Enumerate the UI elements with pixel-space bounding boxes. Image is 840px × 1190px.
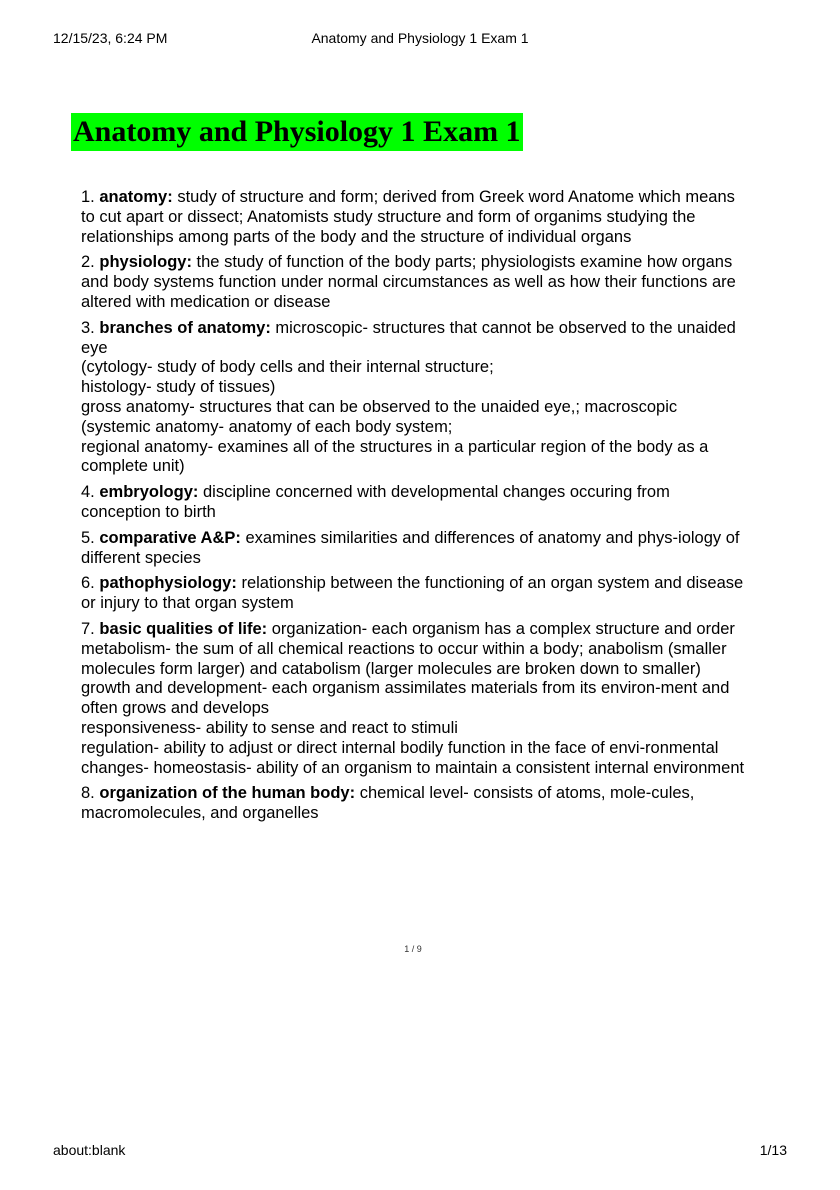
document-title: Anatomy and Physiology 1 Exam 1	[71, 113, 523, 151]
item-definition: microscopic- structures that cannot be observed to the unaided eye	[81, 318, 736, 357]
item-extra-line: metabolism- the sum of all chemical reactions to occur within a body; anabolism (smaller molecules form larger) and catabolism (larger molecules are broken down to smaller)	[81, 639, 727, 678]
print-url: about:blank	[53, 1142, 126, 1158]
list-item	[81, 319, 751, 477]
list-item	[81, 784, 751, 824]
print-header	[0, 30, 840, 50]
list-item	[81, 574, 751, 614]
item-number: 6.	[81, 574, 95, 593]
item-extra-line: gross anatomy- structures that can be observed to the unaided eye,; macroscopic (systemic anatomy- anatomy of each body system;	[81, 397, 678, 436]
item-number: 4.	[81, 483, 95, 502]
item-extra-line: regional anatomy- examines all of the structures in a particular region of the body as a complete unit)	[81, 437, 709, 476]
item-number: 3.	[81, 318, 95, 337]
list-item	[81, 188, 751, 247]
item-number: 8.	[81, 784, 95, 803]
item-extra-line: growth and development- each organism assimilates materials from its environ-ment and often grows and develops	[81, 679, 730, 718]
item-term: physiology:	[99, 253, 192, 272]
item-term: comparative A&P:	[99, 528, 241, 547]
print-footer	[0, 1142, 840, 1162]
item-number: 5.	[81, 528, 95, 547]
item-term: organization of the human body:	[99, 784, 356, 803]
item-term: embryology:	[99, 483, 199, 502]
list-item	[81, 620, 751, 778]
item-number: 2.	[81, 253, 95, 272]
list-item	[81, 483, 751, 523]
item-definition: chemical level- consists of atoms, mole-cules, macromolecules, and organelles	[81, 784, 695, 823]
list-item	[81, 253, 751, 312]
item-definition: study of structure and form; derived from Greek word Anatome which means to cut apart or dissect; Anatomists study structure and form of organims studying the relationships among parts of the body and the structure of individual organs	[81, 188, 735, 246]
item-extra-line: (cytology- study of body cells and their internal structure;	[81, 358, 494, 377]
item-extra-line: responsiveness- ability to sense and react to stimuli	[81, 718, 458, 737]
item-definition: relationship between the functioning of an organ system and disease or injury to that organ system	[81, 574, 744, 613]
page-number: 1 / 9	[404, 944, 422, 954]
document-title-wrap	[71, 113, 523, 151]
print-page-count: 1/13	[759, 1142, 787, 1158]
print-datetime: 12/15/23, 6:24 PM	[53, 30, 168, 46]
item-term: anatomy:	[99, 188, 173, 206]
item-definition: discipline concerned with developmental changes occuring from conception to birth	[81, 483, 670, 521]
print-header-title: Anatomy and Physiology 1 Exam 1	[311, 30, 529, 46]
list-item	[81, 529, 751, 569]
item-term: pathophysiology:	[99, 574, 237, 593]
item-definition: organization- each organism has a complex structure and order	[271, 619, 735, 638]
item-number: 1.	[81, 188, 95, 206]
item-extra-line: histology- study of tissues)	[81, 378, 276, 397]
item-term: basic qualities of life:	[99, 619, 268, 638]
item-definition: examines similarities and differences of anatomy and phys-iology of different species	[81, 528, 740, 567]
flashcard-list	[81, 188, 751, 830]
item-extra-line: regulation- ability to adjust or direct internal bodily function in the face of envi-ronmental changes- homeostasis- ability of an organism to maintain a consistent internal environment	[81, 738, 745, 777]
item-number: 7.	[81, 619, 95, 638]
item-definition: the study of function of the body parts; physiologists examine how organs and body systems function under normal circumstances as well as how their functions are altered with medication or disease	[81, 253, 736, 311]
item-term: branches of anatomy:	[99, 318, 271, 337]
